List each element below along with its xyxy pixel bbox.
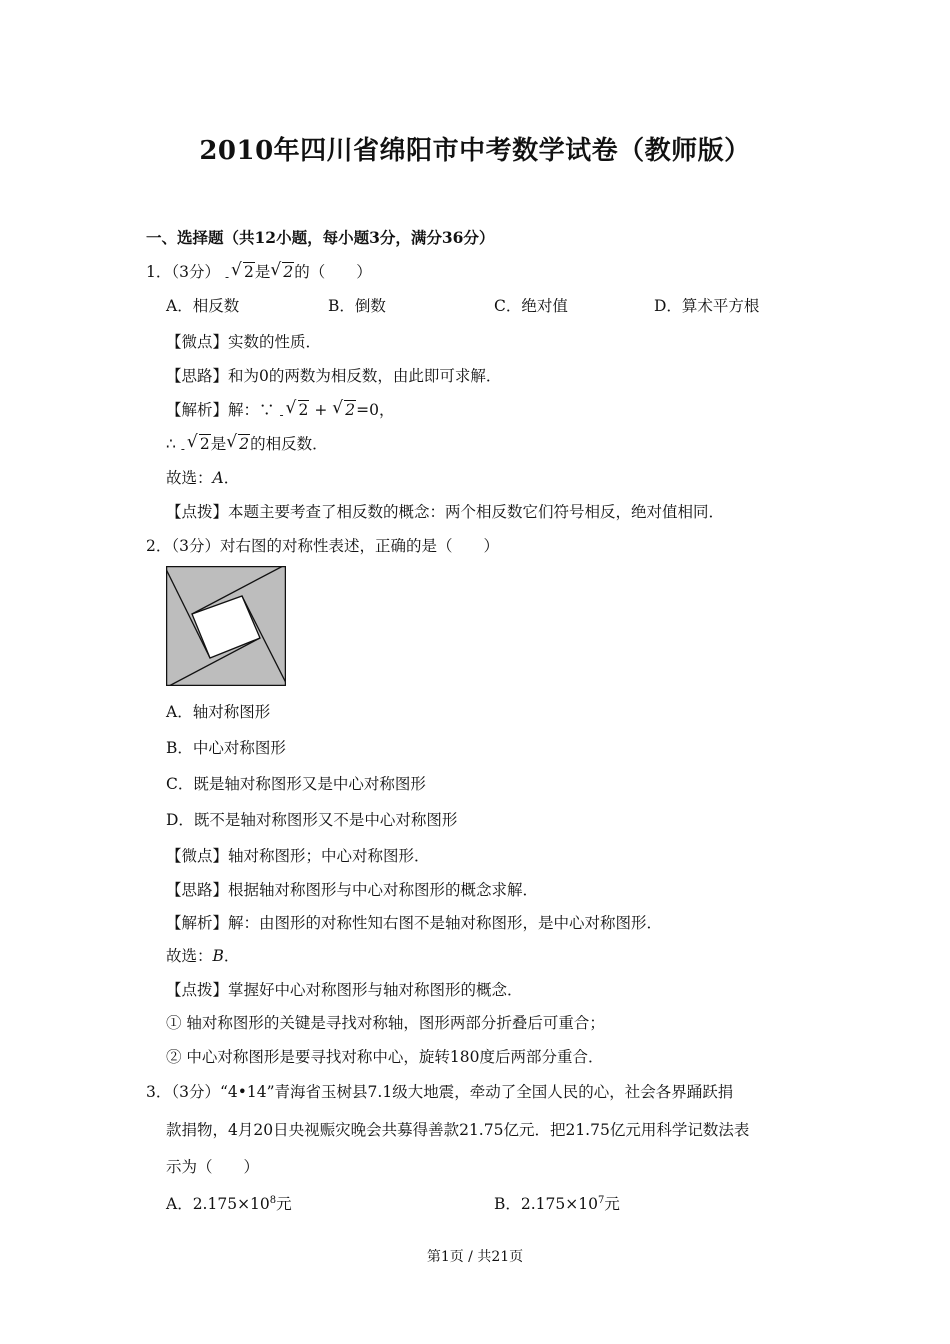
question-score: （3分） — [171, 263, 220, 281]
option-d: D．既不是轴对称图形又不是中心对称图形 — [166, 811, 458, 829]
solution-analysis: 【解析】解：∵ $_-$ √ 2 + √ 2=0， — [166, 398, 395, 422]
page-footer: 第1页 / 共21页 — [426, 1249, 524, 1265]
option-a: A．$2.175\times 10^8$元 — [166, 1195, 292, 1214]
option-b: B．$2.175\times 10^7$元 — [494, 1195, 620, 1214]
tip: 【点拨】本题主要考查了相反数的概念：两个相反数它们符号相反，绝对值相同． — [166, 503, 725, 521]
knowledge-point: 【微点】轴对称图形；中心对称图形． — [166, 847, 430, 865]
option-d: D．算术平方根 — [654, 297, 760, 315]
question-text: 是 — [254, 263, 271, 281]
question-number: 1． — [146, 263, 172, 281]
page-title: 2010年四川省绵阳市中考数学试卷（教师版） — [199, 136, 751, 166]
solution-analysis: 【解析】解：由图形的对称性知右图不是轴对称图形，是中心对称图形． — [166, 914, 663, 932]
answer-choice: 故选：B． — [166, 947, 240, 965]
solution-conclusion: ∴ $_-$ √ 2是 √ 2的相反数． — [166, 432, 328, 456]
question-2: 2．（3分）对右图的对称性表述，正确的是（ ） — [146, 537, 499, 555]
option-a: A．轴对称图形 — [166, 703, 271, 721]
tip: 【点拨】掌握好中心对称图形与轴对称图形的概念． — [166, 981, 523, 999]
solution-idea: 【思路】和为0的两数为相反数，由此即可求解． — [166, 367, 502, 385]
option-b: B．倒数 — [328, 297, 386, 315]
sqrt-expression: √ 2 — [231, 260, 254, 281]
tip-note: ① 轴对称图形的关键是寻找对称轴，图形两部分折叠后可重合； — [166, 1014, 605, 1032]
option-c: C．绝对值 — [494, 297, 568, 315]
option-c: C．既是轴对称图形又是中心对称图形 — [166, 775, 426, 793]
question-3: 3．（3分）“4•14”青海省玉树县7.1级大地震，牵动了全国人民的心，社会各界踊跃捐 — [146, 1083, 734, 1101]
minus-sign: - — [224, 270, 229, 284]
question-1 — [146, 262, 372, 287]
question-3-line3: 示为（ ） — [166, 1158, 260, 1176]
question-3-line2: 款捐物，4月20日央视赈灾晚会共募得善款21.75亿元．把21.75亿元用科学记数法表 — [166, 1121, 750, 1139]
knowledge-point: 【微点】实数的性质． — [166, 333, 322, 351]
answer-choice: 故选：A． — [166, 469, 240, 487]
section-heading: 一、选择题（共12小题，每小题3分，满分36分） — [146, 228, 495, 247]
solution-idea: 【思路】根据轴对称图形与中心对称图形的概念求解． — [166, 881, 539, 899]
option-b: B．中心对称图形 — [166, 739, 286, 757]
option-a: A．相反数 — [166, 297, 240, 315]
tip-note: ② 中心对称图形是要寻找对称中心，旋转180度后两部分重合． — [166, 1048, 604, 1066]
question-text: 的（ ） — [294, 263, 372, 281]
symmetry-figure — [166, 566, 286, 686]
sqrt-expression: √ 2 — [270, 260, 294, 281]
